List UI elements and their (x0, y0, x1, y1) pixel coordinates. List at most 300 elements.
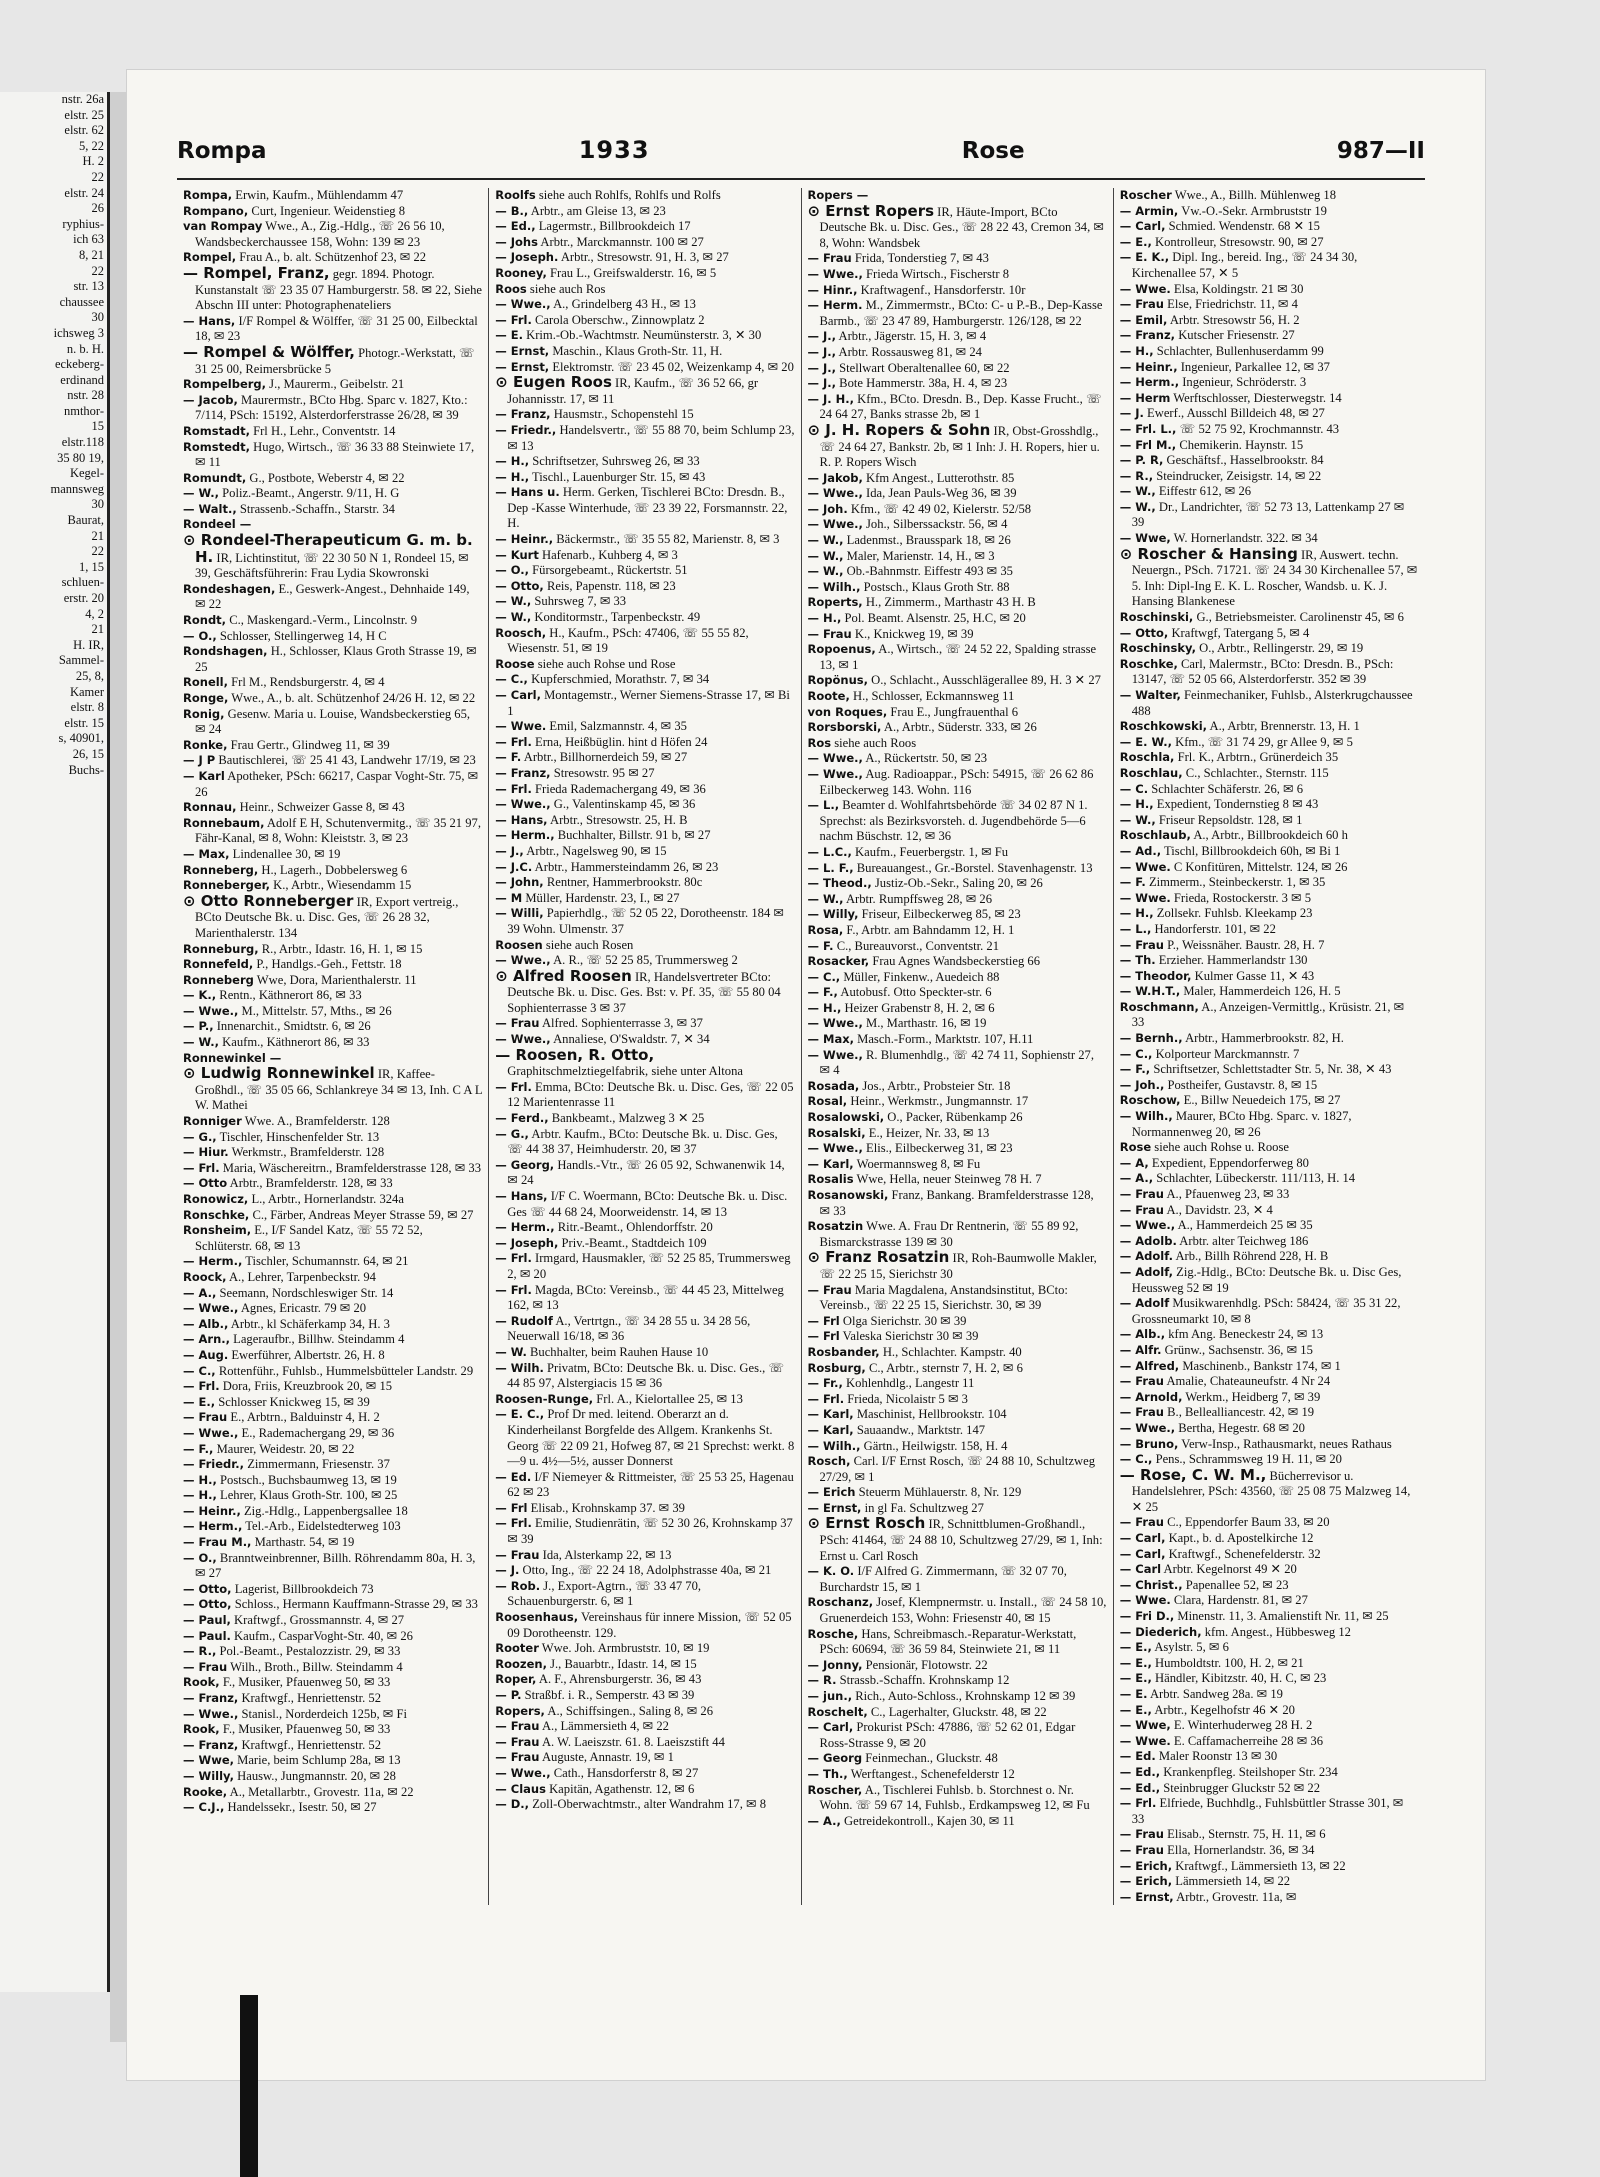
entry-name: — Wilh., (1119, 1109, 1173, 1124)
entry-name: — Ernst, (807, 1500, 862, 1515)
entry-details: Reis, Papenstr. 118, ✉ 23 (543, 578, 676, 593)
directory-entry (183, 1597, 482, 1613)
entry-name: — Wwe., (807, 751, 863, 766)
entry-details: Maurermstr., BCto Hbg. Sparc v. 1827, Kto.: 7/114, PSch: 15192, Alsterdorferstrasse 26/28, ✉ 39 (195, 392, 468, 423)
directory-entry (495, 672, 794, 688)
directory-entry (495, 297, 794, 313)
entry-details: Minenstr. 11, 3. Amalienstift Nr. 11, ✉ 25 (1174, 1609, 1389, 1624)
entry-name: — Herm., (183, 1254, 243, 1269)
entry-details: Hugo, Wirtsch., ☏ 36 33 88 Steinwiete 17, ✉ 11 (195, 439, 475, 470)
entry-details: Hafenarb., Kuhberg 4, ✉ 3 (538, 547, 678, 562)
directory-entry (183, 1473, 482, 1489)
entry-details: I/F C. Woermann, BCto: Deutsche Bk. u. Disc. Ges ☏ 44 68 24, Moorweidenstr. 14, ✉ 13 (507, 1189, 788, 1219)
directory-entry (183, 486, 482, 502)
entry-details: A., Pfauenweg 23, ✉ 33 (1164, 1187, 1290, 1201)
entry-name: — P. R, (1119, 453, 1164, 468)
entry-details: Tischler, Schumannstr. 64, ✉ 21 (242, 1254, 409, 1269)
entry-name: — Frl. (495, 1282, 532, 1297)
directory-entry (808, 1689, 1107, 1705)
entry-details: A., Schiffsingen., Saling 8, ✉ 26 (544, 1703, 714, 1718)
entry-details: Arbtr. alter Teichweg 186 (1176, 1233, 1309, 1248)
entry-name: Rosa, (807, 922, 844, 937)
previous-page-line: eckeberg- (54, 357, 104, 372)
entry-details: Kraftwgf., Lämmersieth 13, ✉ 22 (1172, 1858, 1346, 1873)
entry-details: Krim.-Ob.-Wachtmstr. Neumünsterstr. 3, ✕ 30 (522, 328, 762, 343)
entry-name: Roosch, (495, 625, 547, 640)
entry-details: Kraftwgf., Schenefelderstr. 32 (1165, 1546, 1321, 1561)
entry-details: Bureauangest., Gr.-Borstel. Stavenhagenstr. 13 (853, 860, 1093, 875)
entry-details: Prokurist PSch: 47886, ☏ 52 62 01, Edgar Ross-Strasse 9, ✉ 20 (819, 1720, 1076, 1750)
entry-name: — Herm., (495, 828, 555, 843)
entry-name: — Wwe., (807, 1016, 863, 1031)
entry-details: Schmied. Wendenstr. 68 ✕ 15 (1165, 219, 1320, 234)
entry-name: — Paul, (183, 1613, 231, 1628)
directory-entry (183, 393, 482, 424)
directory-entry (183, 1785, 482, 1801)
entry-details: H., Lagerh., Dobbelersweg 6 (258, 862, 408, 877)
entry-name: Ronneberger, (183, 878, 271, 893)
entry-details: Chemikerin. Haynstr. 15 (1176, 437, 1304, 452)
entry-details: Wwe. A. Frau Dr Rentnerin, ☏ 55 89 92, Bismarckstrasse 139 ✉ 30 (819, 1219, 1079, 1249)
entry-details: Maler Roonstr 13 ✉ 30 (1155, 1749, 1278, 1764)
entry-details: Werftangest., Schenefelderstr 12 (847, 1766, 1015, 1781)
directory-entry (495, 875, 794, 891)
entry-name: — Wwe., (1119, 1420, 1176, 1435)
directory-entry (1120, 375, 1419, 391)
entry-name: Rooney, (495, 265, 547, 280)
directory-entry (183, 863, 482, 879)
entry-name: — Arnold, (1119, 1389, 1183, 1404)
entry-details: Privatm, BCto: Deutsche Bk. u. Disc. Ges., ☏ 44 85 97, Alstergiacis 15 ✉ 36 (507, 1360, 785, 1391)
entry-name: — Emil, (1119, 312, 1168, 327)
entry-name: — Herm., (1119, 375, 1180, 390)
entry-name: Ronke, (183, 737, 228, 752)
entry-details: Arbtr., Stresowstr. 91, H. 3, ✉ 27 (558, 250, 729, 265)
entry-name: — W., (1119, 484, 1156, 499)
directory-entry (1120, 1625, 1419, 1641)
entry-name: — Franz, (183, 1737, 239, 1752)
entry-details: Kraftwgf., Grossmannstr. 4, ✉ 27 (230, 1613, 405, 1628)
entry-details: Ritr.-Beamt., Ohlendorffstr. 20 (554, 1220, 713, 1235)
directory-entry (1120, 1109, 1419, 1140)
entry-name: — Wwe., (807, 517, 863, 532)
entry-details: Gesenw. Maria u. Louise, Wandsbeckerstieg 65, ✉ 24 (195, 706, 471, 737)
entry-name: — Alfr. (1119, 1342, 1162, 1357)
entry-details: Ingenieur, Schröderstr. 3 (1179, 375, 1307, 390)
directory-entry (808, 1329, 1107, 1345)
previous-page-line: elstr. 25 (64, 107, 104, 122)
entry-name: — Ernst, (1119, 1889, 1174, 1904)
directory-entry (183, 1348, 482, 1364)
entry-name: — B., (495, 203, 529, 218)
entry-name: — Alb., (183, 1316, 229, 1331)
previous-page-line: elstr. 24 (64, 185, 104, 200)
directory-entry (495, 1392, 794, 1408)
directory-entry (183, 1707, 482, 1723)
directory-entry (183, 675, 482, 691)
entry-details: Kfm., ☏ 42 49 02, Kielerstr. 52/58 (847, 501, 1032, 516)
directory-entry (808, 517, 1107, 533)
directory-entry (495, 906, 794, 937)
directory-entry (1120, 1421, 1419, 1437)
previous-page-line: Kamer (69, 684, 104, 699)
entry-details: Kaufm., Feuerbergstr. 1, ✉ Fu (851, 844, 1009, 859)
header-right-keyword: Rose (961, 138, 1025, 164)
entry-name: — Wwe., (183, 1425, 239, 1440)
directory-entry (1120, 1890, 1419, 1906)
directory-entry (808, 283, 1107, 299)
entry-name: — L., (1119, 921, 1152, 936)
directory-entry (1120, 1687, 1419, 1703)
directory-entry (807, 420, 1107, 471)
entry-details: kfm. Angest., Hübbesweg 12 (1201, 1624, 1351, 1639)
entry-name: — E. W., (1119, 734, 1172, 749)
entry-name: — Wwe., (807, 1047, 863, 1062)
entry-details: ☏ 52 75 92, Krochmannstr. 43 (1176, 421, 1340, 436)
entry-details: Frieda Wirtsch., Fischerstr 8 (862, 266, 1010, 281)
entry-details: Heizer Grabenstr 8, H. 2, ✉ 6 (841, 1000, 995, 1015)
directory-entry (1120, 344, 1419, 360)
directory-entry (1120, 1265, 1419, 1296)
entry-name: Roschinski, (1119, 610, 1194, 625)
entry-name: — Frau (183, 1410, 228, 1425)
entry-name: — H., (183, 1472, 217, 1487)
directory-entry (183, 1254, 482, 1270)
entry-details: Steindrucker, Zeisigstr. 14, ✉ 22 (1153, 468, 1322, 483)
entry-name: — Frau (1119, 1842, 1164, 1857)
directory-entry (183, 1114, 482, 1130)
entry-details: Kfm., BCto. Dresdn. B., Dep. Kasse Frucht., ☏ 24 64 27, Banks strasse 2b, ✉ 1 (819, 391, 1102, 422)
entry-name: — Ed. (495, 1469, 532, 1484)
directory-entry (183, 1004, 482, 1020)
entry-details: J., Export-Agtrn., ☏ 33 47 70, Schauenburgerstr. 6, ✉ 1 (507, 1578, 702, 1609)
entry-name: Roos (495, 281, 527, 296)
entry-details: Stellwart Oberaltenallee 60, ✉ 22 (836, 360, 1010, 375)
directory-entry (808, 1454, 1107, 1485)
entry-details: Händler, Kibitzstr. 40, H. C, ✉ 23 (1151, 1671, 1327, 1686)
entry-name: — Joseph. (495, 250, 559, 265)
directory-entry (808, 298, 1107, 329)
directory-entry (183, 753, 482, 769)
entry-name: Rose (1119, 1140, 1152, 1155)
directory-entry (808, 767, 1107, 798)
entry-details: Krankenpfleg. Steilshoper Str. 234 (1160, 1764, 1338, 1779)
entry-details: H., Schlosser, Klaus Groth Strasse 19, ✉ 25 (195, 644, 477, 674)
directory-entry (808, 861, 1107, 877)
directory-entry (183, 1426, 482, 1442)
directory-entry (1120, 1000, 1419, 1031)
entry-name: — Alfred, (1119, 1358, 1180, 1373)
entry-details: Handelsvertr., ☏ 55 88 70, beim Schlump 23, ✉ 13 (507, 422, 795, 453)
entry-name: — Carl, (495, 688, 541, 702)
entry-name: — Jonny, (807, 1657, 863, 1672)
entry-name: — H., (495, 469, 530, 484)
directory-entry (495, 1189, 794, 1220)
entry-name: — Frl. (495, 734, 532, 749)
entry-details: Lagerist, Billbrookdeich 73 (231, 1581, 374, 1596)
header-left-keyword: Rompa (177, 138, 267, 164)
previous-page-line: H. IR, (73, 637, 104, 652)
entry-details: Kaufm., CasparVoght-Str. 40, ✉ 26 (230, 1628, 413, 1643)
entry-name: — Frau (495, 1734, 540, 1749)
entry-name: — Frau (1119, 297, 1164, 312)
entry-name: Ronneburg, (183, 941, 259, 956)
entry-name: — Carl, (807, 1720, 854, 1735)
directory-entry (183, 263, 483, 314)
entry-name: — Frl. (495, 1516, 532, 1531)
entry-name: Rorsborski, (807, 720, 882, 735)
entry-name: — E., (1119, 1702, 1152, 1717)
entry-details: Postheifer, Gustavstr. 8, ✉ 15 (1164, 1077, 1318, 1092)
entry-details: Valeska Sierichstr 30 ✉ 39 (839, 1329, 979, 1344)
directory-entry (183, 644, 482, 675)
directory-entry (495, 966, 794, 1017)
entry-details: A., Arbtr., Billbrookdeich 60 h (1190, 828, 1348, 843)
entry-details: Woermannsweg 8, ✉ Fu (853, 1156, 981, 1171)
entry-name: — Otto (183, 1176, 228, 1191)
directory-entry (183, 1442, 482, 1458)
directory-entry (495, 626, 794, 657)
entry-details: Stanisl., Norderdeich 125b, ✉ Fi (238, 1706, 408, 1721)
entry-details: Arbtr. Rossausweg 81, ✉ 24 (836, 344, 982, 359)
entry-details: Tel.-Arb., Eidelstedterweg 103 (242, 1519, 401, 1534)
directory-entry (495, 375, 794, 407)
entry-name: — E., (1119, 234, 1152, 249)
entry-details: Frau A., b. alt. Schützenhof 23, ✉ 22 (236, 250, 427, 265)
entry-name: Rompa, (183, 188, 233, 202)
entry-details: Wwe, Dora, Marienthalerstr. 11 (253, 972, 417, 987)
directory-entry (495, 1579, 794, 1610)
directory-entry (183, 1145, 482, 1161)
entry-name: — Frau (1119, 937, 1164, 952)
entry-name: — Herm. (807, 298, 863, 313)
entry-details: A., Anzeigen-Vermittlg., Krüsistr. 21, ✉ 33 (1131, 999, 1405, 1030)
directory-entry (183, 1208, 482, 1224)
directory-entry (495, 1283, 794, 1314)
entry-name: — Wwe., (495, 1765, 551, 1780)
entry-details: Josef, Klempnermstr. u. Install., ☏ 24 58 10, Gruenerdeich 153, Wohn: Friesenstr 40, ✉ 15 (819, 1595, 1107, 1626)
entry-name: — Heinr., (495, 532, 554, 547)
directory-entry (1120, 188, 1419, 204)
previous-page-line: erdinand (60, 372, 104, 387)
entry-details: G., Valentinskamp 45, ✉ 36 (550, 797, 696, 812)
entry-name: — Frau (1119, 1515, 1164, 1530)
entry-details: W. Hornerlandstr. 322. ✉ 34 (1170, 531, 1318, 546)
entry-name: — Heinr., (183, 1503, 241, 1518)
entry-name: — Aug. (183, 1347, 229, 1362)
directory-entry (1120, 1734, 1419, 1750)
entry-name: Roschke, (1119, 656, 1178, 671)
directory-entry (808, 251, 1107, 267)
entry-name: — Frau (495, 1719, 540, 1734)
entry-name: — C. (1119, 781, 1149, 796)
directory-entry (808, 1658, 1107, 1674)
entry-details: Lageraufbr., Billhw. Steindamm 4 (230, 1332, 405, 1347)
directory-entry (1120, 782, 1419, 798)
entry-details: Handls.-Vtr., ☏ 26 05 92, Schwanenwik 14, ✉ 24 (507, 1157, 785, 1188)
entry-details: Frau E., Jungfrauenthal 6 (887, 704, 1019, 719)
entry-details: Poliz.-Beamt., Angerstr. 9/11, H. G (219, 486, 400, 501)
directory-entry (808, 1314, 1107, 1330)
entry-name: — Kurt (495, 547, 539, 562)
column-4 (1114, 188, 1425, 1905)
entry-name: — M (495, 890, 523, 905)
directory-entry (183, 1317, 482, 1333)
entry-name: Roschlaub, (1119, 828, 1191, 843)
entry-details: Getreidekontroll., Kajen 30, ✉ 11 (840, 1813, 1015, 1828)
entry-details: Lagermstr., Billbrookdeich 17 (535, 219, 691, 234)
entry-details: Buchhalter, Billstr. 91 b, ✉ 27 (554, 828, 711, 843)
entry-details: Frieda Rademachergang 49, ✉ 36 (531, 781, 706, 796)
entry-name: — Frau (1119, 1374, 1164, 1389)
directory-entry (1120, 969, 1419, 985)
entry-name: — Wwe., (183, 1706, 239, 1721)
entry-name: Roschla, (1119, 750, 1175, 765)
entry-details: Emma, BCto: Deutsche Bk. u. Disc. Ges, ☏ 22 05 12 Marientenrasse 11 (507, 1079, 794, 1110)
entry-details: Schriftsetzer, Suhrsweg 26, ✉ 33 (529, 454, 700, 469)
directory-entry (183, 1410, 482, 1426)
entry-name: — John, (495, 875, 544, 890)
directory-entry (183, 1753, 482, 1769)
entry-details: Pol.-Beamt., Pestalozzistr. 29, ✉ 33 (216, 1644, 401, 1659)
directory-entry (183, 1066, 482, 1114)
directory-entry (1120, 1703, 1419, 1719)
directory-entry (1120, 1718, 1419, 1734)
entry-name: Ronowicz, (183, 1192, 249, 1206)
entry-name: Rosalowski, (807, 1110, 885, 1125)
directory-entry (808, 1110, 1107, 1126)
directory-entry (495, 1688, 794, 1704)
entry-details: Elfriede, Buchhdlg., Fuhlsbüttler Strasse 301, ✉ 33 (1131, 1796, 1404, 1826)
entry-name: — Ed., (495, 219, 536, 234)
column-3 (802, 188, 1114, 1905)
entry-name: Rook, (183, 1675, 220, 1690)
entry-details: Cath., Hansdorferstr 8, ✉ 27 (550, 1765, 699, 1780)
entry-details: siehe auch Roos (831, 735, 917, 750)
directory-entry (495, 1251, 794, 1282)
entry-name: Rooter (495, 1641, 539, 1656)
entry-name: — Frau (1119, 1187, 1164, 1201)
directory-entry (1120, 1437, 1419, 1453)
entry-details: C., Färber, Andreas Meyer Strasse 59, ✉ 27 (249, 1207, 474, 1222)
entry-name: Ronnefeld, (183, 957, 254, 972)
directory-entry (495, 1407, 794, 1469)
entry-name: — Carl, (1119, 1546, 1166, 1561)
entry-name: — E., (1119, 1671, 1152, 1686)
entry-name: Ronschke, (183, 1207, 250, 1222)
entry-name: Rosada, (807, 1078, 860, 1093)
entry-name: Ronnewinkel — (183, 1050, 282, 1065)
entry-name: — P., (183, 1019, 214, 1034)
directory-entry (808, 1188, 1107, 1219)
entry-name: Rosalis (807, 1172, 854, 1187)
directory-entry (1120, 1749, 1419, 1765)
directory-entry (808, 1079, 1107, 1095)
directory-entry (183, 1551, 482, 1582)
directory-entry (1120, 1593, 1419, 1609)
entry-name: Roschkowski, (1119, 719, 1208, 734)
entry-details: IR, Häute-Import, BCto Deutsche Bk. u. Disc. Ges., ☏ 28 22 43, Cremon 34, ✉ 8, Wohn: Wandsbek (819, 204, 1104, 250)
entry-name: Roose (495, 656, 535, 671)
entry-name: — Ed., (1119, 1764, 1161, 1779)
directory-entry (808, 1032, 1107, 1048)
directory-entry (1120, 313, 1419, 329)
entry-name: Roscher, (807, 1782, 863, 1797)
entry-name: — R., (183, 1644, 217, 1659)
directory-entry (1120, 1578, 1419, 1594)
directory-entry (808, 954, 1107, 970)
entry-name: — Wwe. (1119, 859, 1171, 874)
entry-details: Maschinist, Hellbrookstr. 104 (853, 1407, 1007, 1422)
directory-entry (1120, 1203, 1419, 1219)
directory-entry (1119, 1465, 1419, 1516)
entry-details: Expedient, Eppendorferweg 80 (1148, 1155, 1309, 1170)
entry-details: IR, Obst-Grosshdlg., ☏ 24 64 27, Bankstr. 2b, ✉ 1 Inh: J. H. Ropers, hier u. R. P. Ropers Wisch (819, 423, 1100, 470)
directory-entry (808, 798, 1107, 845)
entry-details: Müller, Hardenstr. 23, I., ✉ 27 (522, 890, 680, 905)
directory-entry (495, 1501, 794, 1517)
entry-details: Wwe, Hella, neuer Steinweg 78 H. 7 (853, 1172, 1042, 1187)
entry-details: Maria Magdalena, Anstandsinstitut, BCto: Vereinsb., ☏ 22 25 15, Sierichstr. 30, ✉ 39 (819, 1282, 1068, 1313)
entry-name: — Georg, (495, 1157, 555, 1172)
entry-details: A., Vertrtgn., ☏ 34 28 55 u. 34 28 56, Neuerwall 16/18, ✉ 36 (507, 1313, 751, 1344)
entry-details: Emilie, Studienrätin, ☏ 52 30 26, Krohnskamp 37 ✉ 39 (507, 1516, 793, 1547)
entry-details: Arbtr., Bramfelderstr. 128, ✉ 33 (227, 1176, 393, 1191)
directory-entry (808, 1001, 1107, 1017)
directory-entry (183, 847, 482, 863)
entry-details: Schlachter, Bullenhuserdamm 99 (1153, 343, 1324, 358)
directory-entry (495, 1548, 794, 1564)
entry-details: Bücherrevisor u. Handelslehrer, PSch: 43560, ☏ 25 08 75 Malzweg 14, ✕ 25 (1131, 1468, 1411, 1514)
directory-entry (495, 266, 794, 282)
directory-entry (1120, 922, 1419, 938)
entry-details: E., Geswerk-Angest., Dehnhaide 149, ✉ 22 (195, 581, 470, 612)
entry-details: F., Musiker, Pfauenweg 50, ✉ 33 (219, 1675, 391, 1690)
directory-entry (495, 594, 794, 610)
firm-name: ⊙ J. H. Ropers & Sohn (807, 420, 991, 439)
entry-name: Ros (807, 735, 832, 750)
entry-details: Lindenallee 30, ✉ 19 (229, 846, 341, 861)
previous-page-line: mannsweg (50, 481, 104, 496)
entry-details: H., Schlosser, Eckmannsweg 11 (849, 689, 1015, 703)
entry-name: — Joh. (807, 501, 848, 516)
entry-details: Wwe. A., Bramfelderstr. 128 (241, 1114, 390, 1129)
entry-details: siehe auch Ros (526, 281, 606, 296)
entry-details: E., Billw Neuedeich 175, ✉ 27 (1180, 1093, 1341, 1108)
directory-entry (183, 219, 482, 250)
previous-page-line: 8, 21 (79, 247, 104, 262)
directory-entry (808, 1172, 1107, 1188)
directory-entry (808, 876, 1107, 892)
entry-name: — G., (495, 1126, 529, 1141)
directory-entry (808, 1423, 1107, 1439)
entry-name: — F. (1119, 875, 1146, 890)
entry-details: Arbtr., Grovestr. 11a, ✉ (1173, 1889, 1297, 1904)
entry-name: — Frau (807, 1282, 852, 1297)
directory-entry (495, 766, 794, 782)
entry-details: Frida, Tonderstieg 7, ✉ 43 (851, 251, 989, 266)
directory-entry (183, 1691, 482, 1707)
directory-entry (808, 1141, 1107, 1157)
directory-entry (495, 250, 794, 266)
directory-entry (1120, 1562, 1419, 1578)
entry-details: Wwe. Joh. Armbruststr. 10, ✉ 19 (538, 1641, 710, 1656)
directory-entry (495, 1045, 794, 1080)
entry-name: — Ad., (1119, 843, 1162, 858)
entry-name: — E. K., (1119, 250, 1170, 265)
entry-name: — Wilh., (807, 1438, 861, 1453)
directory-entry (495, 735, 794, 751)
